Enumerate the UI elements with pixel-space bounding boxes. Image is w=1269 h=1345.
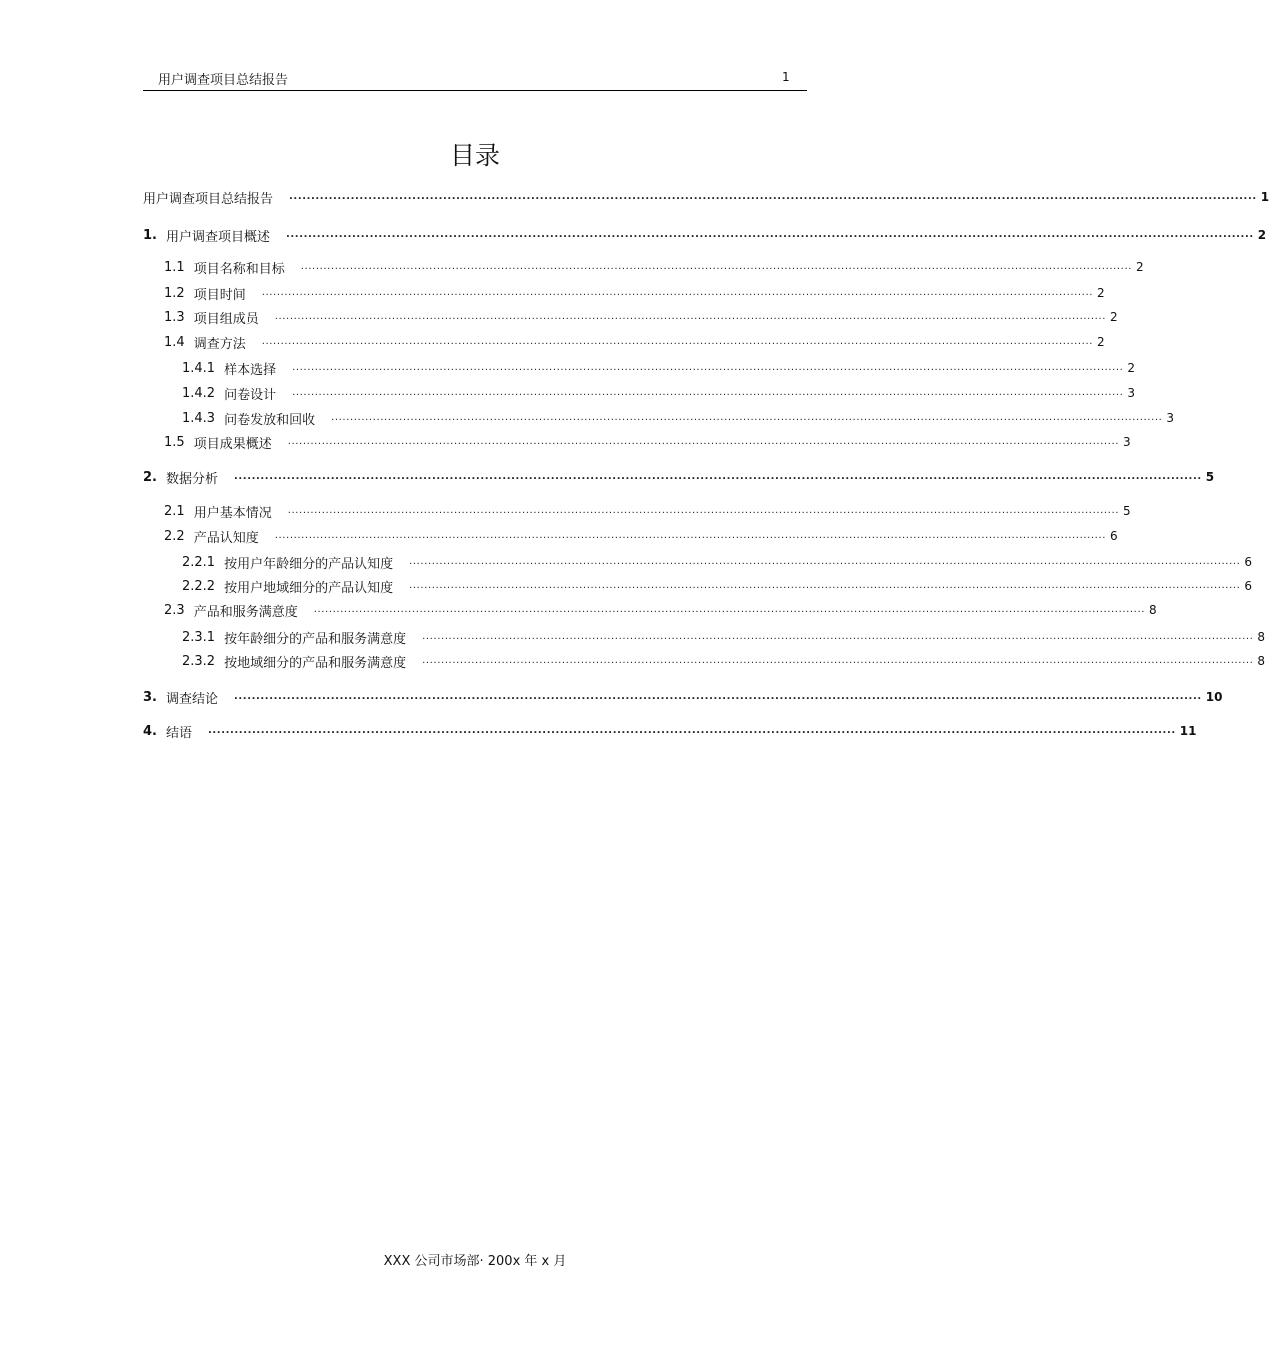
toc-entry-page: 11 bbox=[1179, 724, 1197, 738]
toc-leader-dots: ............................................................................................................................................................................................................................ bbox=[261, 336, 1094, 347]
toc-entry-text: 用户基本情况 bbox=[193, 505, 272, 521]
toc-entry-page: 6 bbox=[1244, 555, 1253, 569]
toc-entry[interactable] bbox=[164, 257, 1144, 277]
toc-leader-dots: ............................................................................................................................................................................................................................ bbox=[300, 261, 1133, 272]
toc-entry-text: 用户调查项目概述 bbox=[165, 229, 270, 245]
toc-entry-text: 样本选择 bbox=[224, 362, 277, 378]
toc-entry-text: 项目成果概述 bbox=[193, 436, 272, 452]
toc-entry-page: 3 bbox=[1166, 411, 1175, 425]
toc-entry[interactable] bbox=[164, 526, 1118, 546]
toc-entry[interactable] bbox=[182, 383, 1136, 403]
toc-entry[interactable] bbox=[164, 501, 1131, 521]
toc-entry-text: 问卷设计 bbox=[224, 387, 277, 403]
toc-entry-page: 3 bbox=[1123, 435, 1131, 449]
toc-entry-number: 2.1 bbox=[164, 503, 185, 519]
toc-entry-number: 2.2.1 bbox=[182, 554, 216, 570]
toc-leader-dots: ............................................................................................................................................................................................................................ bbox=[287, 505, 1120, 516]
toc-entry-number: 3. bbox=[143, 689, 157, 705]
toc-entry-page: 8 bbox=[1257, 630, 1266, 644]
toc-entry-number: 2.2.2 bbox=[182, 578, 216, 594]
toc-entry-page: 5 bbox=[1123, 504, 1131, 518]
toc-entry[interactable] bbox=[164, 283, 1105, 303]
toc-entry-number: 2.3.2 bbox=[182, 653, 216, 669]
toc-entry[interactable] bbox=[164, 600, 1157, 620]
toc-entry[interactable] bbox=[164, 332, 1105, 352]
toc-entry-text: 项目名称和目标 bbox=[193, 261, 285, 277]
toc-entry-number: 4. bbox=[143, 723, 157, 739]
toc-entry-number: 1.1 bbox=[164, 259, 185, 275]
toc-entry-text: 按用户年龄细分的产品认知度 bbox=[224, 556, 394, 572]
toc-entry-number: 1. bbox=[143, 227, 157, 243]
toc-entry-page: 8 bbox=[1149, 603, 1157, 617]
toc-entry-page: 2 bbox=[1110, 310, 1118, 324]
toc-leader-dots: ............................................................................................................................................................................................................................ bbox=[313, 604, 1146, 615]
toc-entry-text: 按用户地域细分的产品认知度 bbox=[224, 580, 394, 596]
toc-leader-dots: ............................................................................................................................................................................................................................ bbox=[286, 229, 1254, 240]
toc-entry[interactable] bbox=[182, 358, 1136, 378]
toc-entry[interactable] bbox=[143, 721, 1197, 741]
toc-entry[interactable] bbox=[182, 627, 1266, 647]
toc-entry[interactable] bbox=[164, 307, 1118, 327]
toc-entry-text: 用户调查项目总结报告 bbox=[143, 191, 274, 207]
toc-leader-dots: ............................................................................................................................................................................................................................ bbox=[409, 580, 1241, 591]
toc-entry-number: 1.2 bbox=[164, 285, 185, 301]
toc-entry-number: 1.4.2 bbox=[182, 385, 216, 401]
toc-leader-dots: ............................................................................................................................................................................................................................ bbox=[289, 191, 1257, 202]
toc-entry-page: 2 bbox=[1257, 228, 1267, 242]
toc-entry[interactable] bbox=[182, 651, 1266, 671]
toc-entry-text: 问卷发放和回收 bbox=[224, 412, 316, 428]
toc-leader-dots: ............................................................................................................................................................................................................................ bbox=[409, 556, 1241, 567]
toc-entry-number: 2.3 bbox=[164, 602, 185, 618]
toc-entry-page: 5 bbox=[1205, 470, 1215, 484]
toc-entry-page: 8 bbox=[1257, 654, 1266, 668]
toc-entry-page: 6 bbox=[1244, 579, 1253, 593]
toc-entry-page: 3 bbox=[1127, 386, 1136, 400]
toc-entry-number: 1.4 bbox=[164, 334, 185, 350]
toc-entry-number: 1.4.1 bbox=[182, 360, 216, 376]
toc-entry-page: 10 bbox=[1205, 690, 1223, 704]
toc-entry-text: 按年龄细分的产品和服务满意度 bbox=[224, 631, 407, 647]
toc-entry-text: 项目组成员 bbox=[193, 311, 259, 327]
toc-entry-page: 1 bbox=[1260, 190, 1269, 204]
toc-entry[interactable] bbox=[143, 187, 1269, 207]
toc-leader-dots: ............................................................................................................................................................................................................................ bbox=[234, 691, 1202, 702]
toc-entry[interactable] bbox=[143, 687, 1223, 707]
toc-entry-number: 1.4.3 bbox=[182, 410, 216, 426]
toc-entry-page: 2 bbox=[1097, 286, 1105, 300]
running-header-title: 用户调查项目总结报告 bbox=[158, 73, 289, 88]
toc-leader-dots: ............................................................................................................................................................................................................................ bbox=[274, 530, 1107, 541]
toc-entry-page: 2 bbox=[1136, 260, 1144, 274]
toc-leader-dots: ............................................................................................................................................................................................................................ bbox=[422, 631, 1254, 642]
toc-leader-dots: ............................................................................................................................................................................................................................ bbox=[287, 436, 1120, 447]
toc-entry[interactable] bbox=[143, 225, 1267, 245]
toc-entry[interactable] bbox=[182, 576, 1253, 596]
page-footer: XXX 公司市场部· 200x 年 x 月 bbox=[383, 1254, 567, 1269]
toc-entry-number: 2. bbox=[143, 469, 157, 485]
header-rule bbox=[143, 90, 807, 91]
toc-entry[interactable] bbox=[182, 408, 1175, 428]
toc-leader-dots: ............................................................................................................................................................................................................................ bbox=[274, 311, 1107, 322]
toc-entry[interactable] bbox=[143, 467, 1215, 487]
toc-heading: 目录 bbox=[449, 141, 500, 170]
toc-entry-text: 调查结论 bbox=[165, 691, 218, 707]
toc-leader-dots: ............................................................................................................................................................................................................................ bbox=[261, 287, 1094, 298]
toc-leader-dots: ............................................................................................................................................................................................................................ bbox=[422, 655, 1254, 666]
toc-leader-dots: ............................................................................................................................................................................................................................ bbox=[331, 412, 1163, 423]
toc-entry-text: 结语 bbox=[165, 725, 192, 741]
toc-entry-page: 2 bbox=[1127, 361, 1136, 375]
toc-entry-number: 2.2 bbox=[164, 528, 185, 544]
toc-leader-dots: ............................................................................................................................................................................................................................ bbox=[208, 725, 1176, 736]
toc-entry-text: 项目时间 bbox=[193, 287, 246, 303]
toc-entry-text: 产品和服务满意度 bbox=[193, 604, 298, 620]
toc-entry-page: 6 bbox=[1110, 529, 1118, 543]
toc-entry[interactable] bbox=[182, 552, 1253, 572]
toc-leader-dots: ............................................................................................................................................................................................................................ bbox=[292, 387, 1124, 398]
toc-leader-dots: ............................................................................................................................................................................................................................ bbox=[292, 362, 1124, 373]
toc-entry-page: 2 bbox=[1097, 335, 1105, 349]
toc-entry-text: 产品认知度 bbox=[193, 530, 259, 546]
toc-entry-number: 1.3 bbox=[164, 309, 185, 325]
toc-entry-text: 数据分析 bbox=[165, 471, 218, 487]
running-header-page-number: 1 bbox=[782, 70, 790, 84]
toc-entry-number: 2.3.1 bbox=[182, 629, 216, 645]
toc-entry-number: 1.5 bbox=[164, 434, 185, 450]
toc-entry-text: 按地域细分的产品和服务满意度 bbox=[224, 655, 407, 671]
toc-entry[interactable] bbox=[164, 432, 1131, 452]
toc-entry-text: 调查方法 bbox=[193, 336, 246, 352]
toc-leader-dots: ............................................................................................................................................................................................................................ bbox=[234, 471, 1202, 482]
